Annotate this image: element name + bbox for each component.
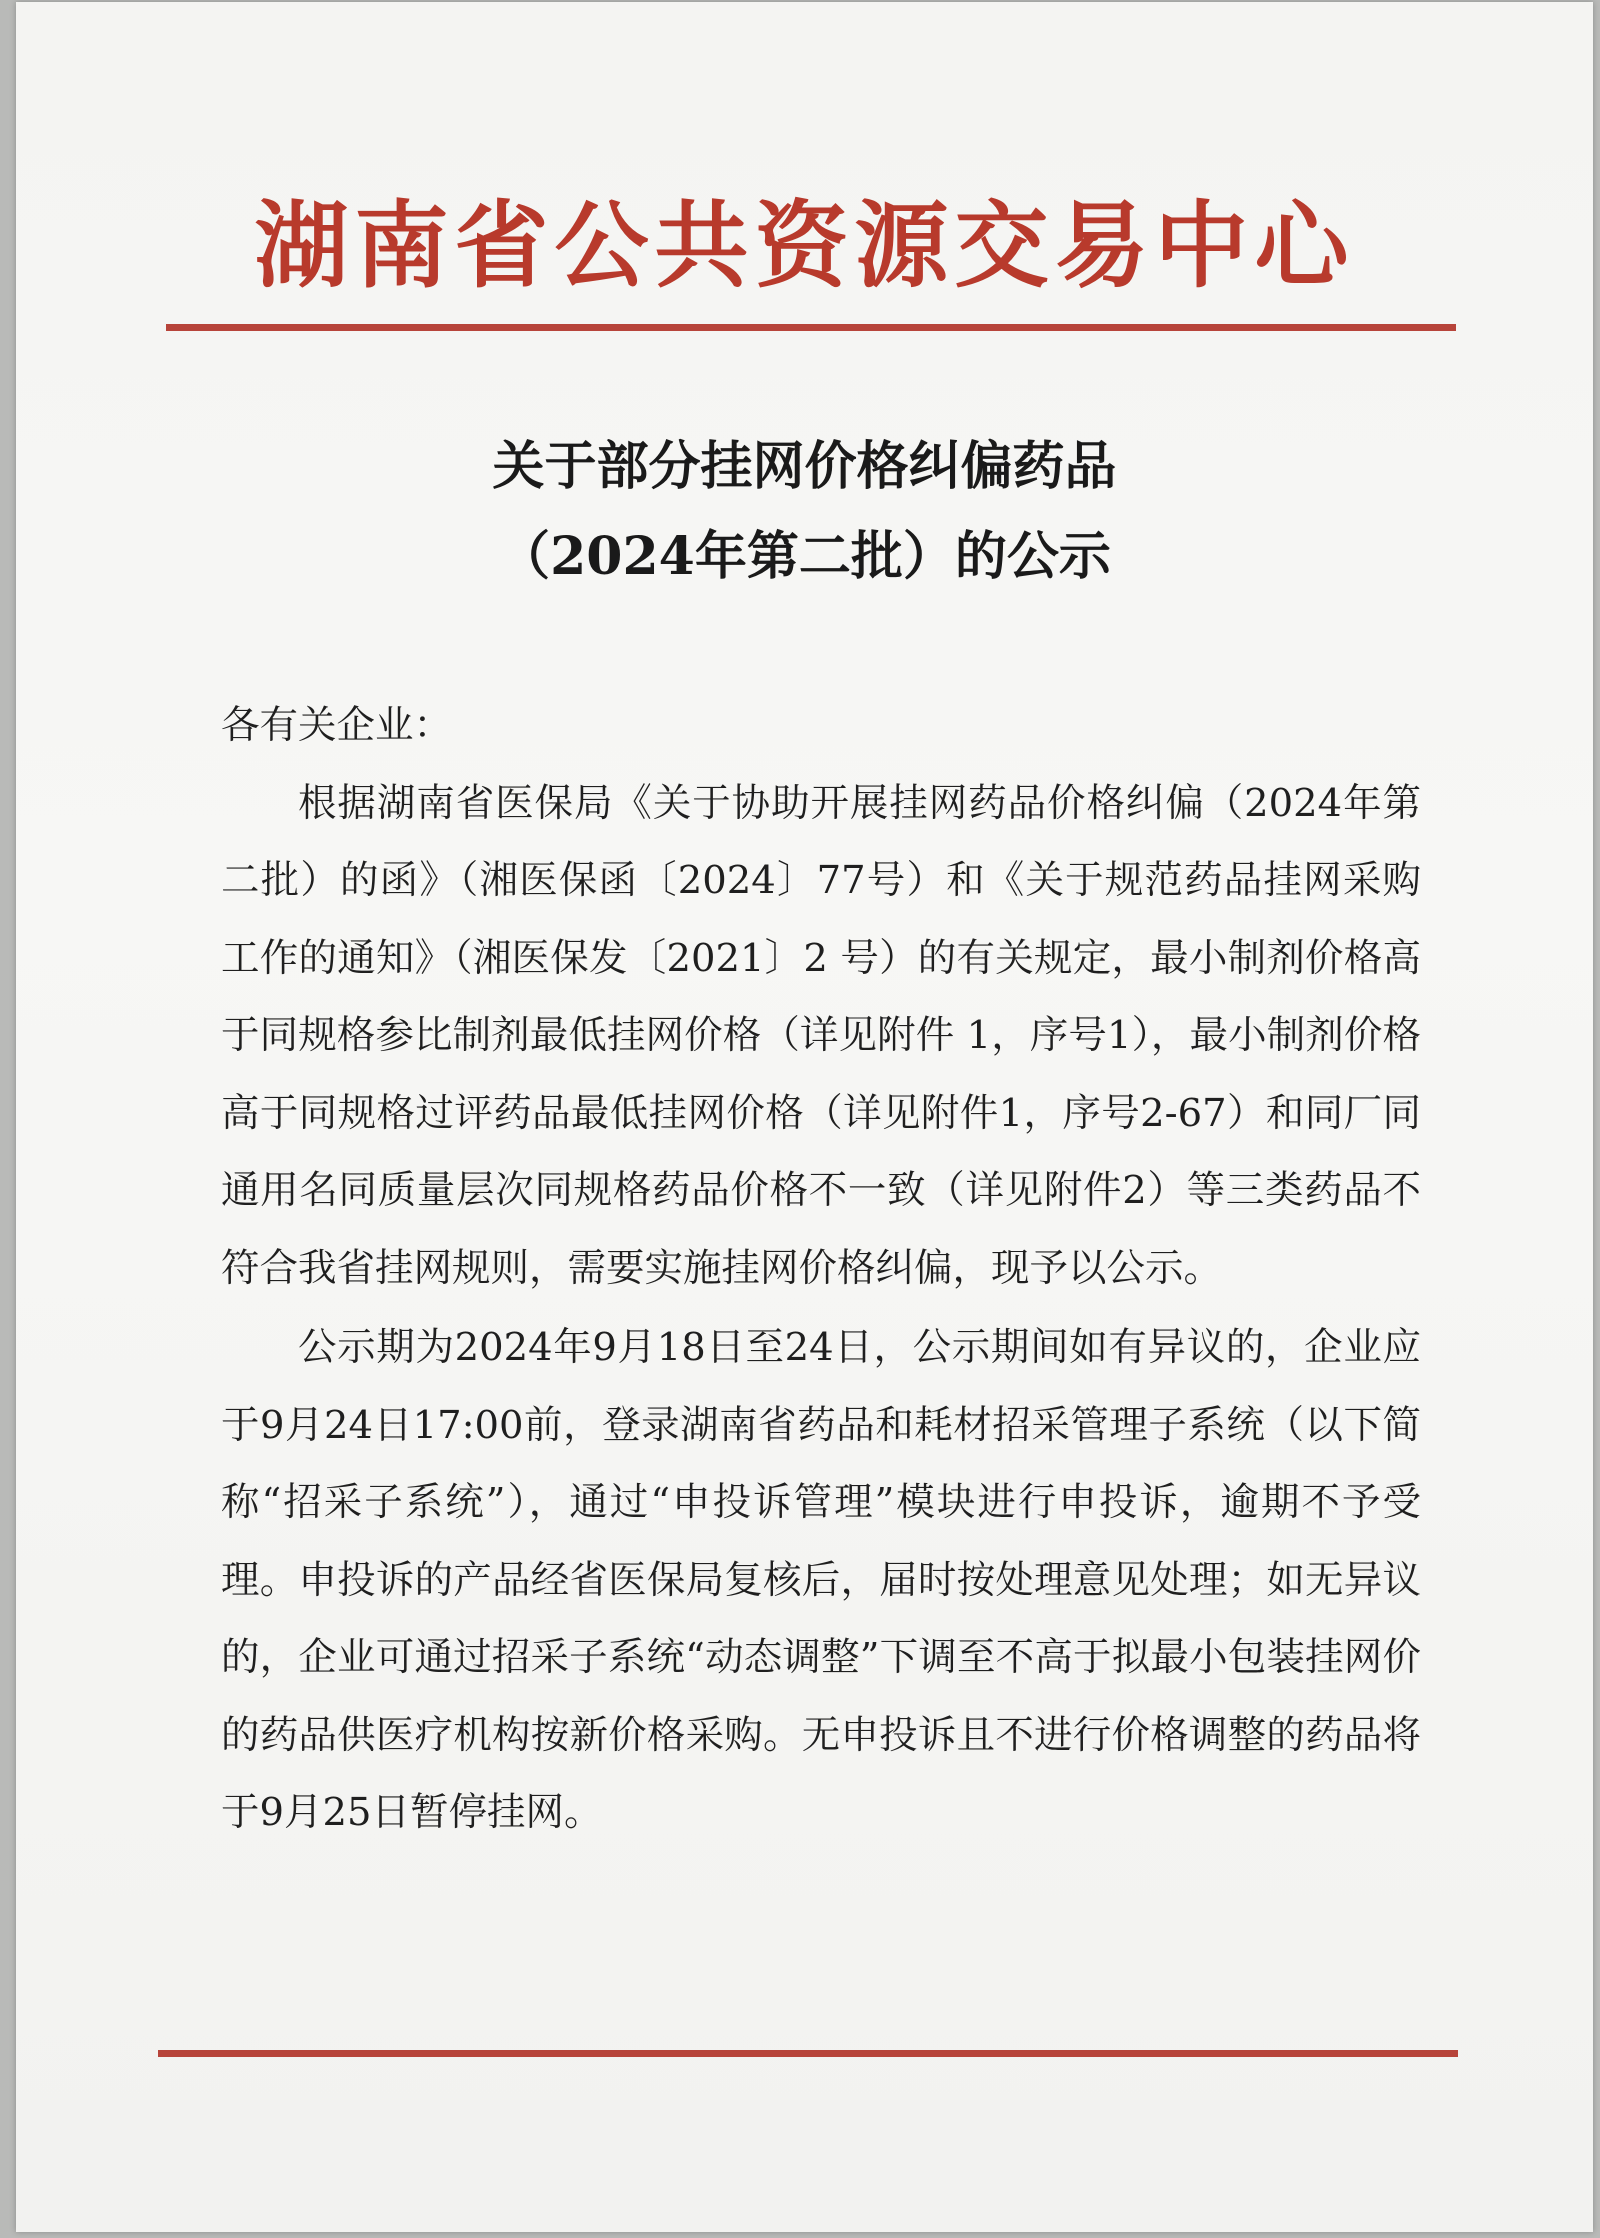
- body-paragraph-2: 公示期为2024年9月18日至24日，公示期间如有异议的，企业应于9月24日17:00前，登录湖南省药品和耗材招采管理子系统（以下简称“招采子系统”），通过“申投诉管理”模块进行申投诉，逾期不予受理。申投诉的产品经省医保局复核后，届时按处理意见处理；如无异议的，企业可通过招采子系统“动态调整”下调至不高于拟最小包装挂网价的药品供医疗机构按新价格采购。无申投诉且不进行价格调整的药品将于9月25日暂停挂网。: [221, 1325, 1421, 1835]
- document-body: [221, 687, 1421, 1852]
- body-paragraph-1: 根据湖南省医保局《关于协助开展挂网药品价格纠偏（2024年第二批）的函》（湘医保函〔2024〕77号）和《关于规范药品挂网采购工作的通知》（湘医保发〔2021〕2 号）的有关规定，最小制剂价格高于同规格参比制剂最低挂网价格（详见附件 1，序号1），最小制剂价格高于同规格过评药品最低挂网价格（详见附件1，序号2-67）和同厂同通用名同质量层次同规格药品价格不一致（详见附件2）等三类药品不符合我省挂网规则，需要实施挂网价格纠偏，现予以公示。: [221, 780, 1421, 1291]
- document-page: [16, 2, 1593, 2232]
- document-title-line-1: 关于部分挂网价格纠偏药品: [492, 436, 1117, 497]
- document-title-line-2: （2024年第二批）的公示: [498, 526, 1111, 587]
- salutation: 各有关企业：: [221, 703, 453, 748]
- footer-red-rule: [158, 2050, 1458, 2057]
- issuing-organization-header: 湖南省公共资源交易中心: [254, 192, 1355, 301]
- header-red-rule: [166, 324, 1456, 331]
